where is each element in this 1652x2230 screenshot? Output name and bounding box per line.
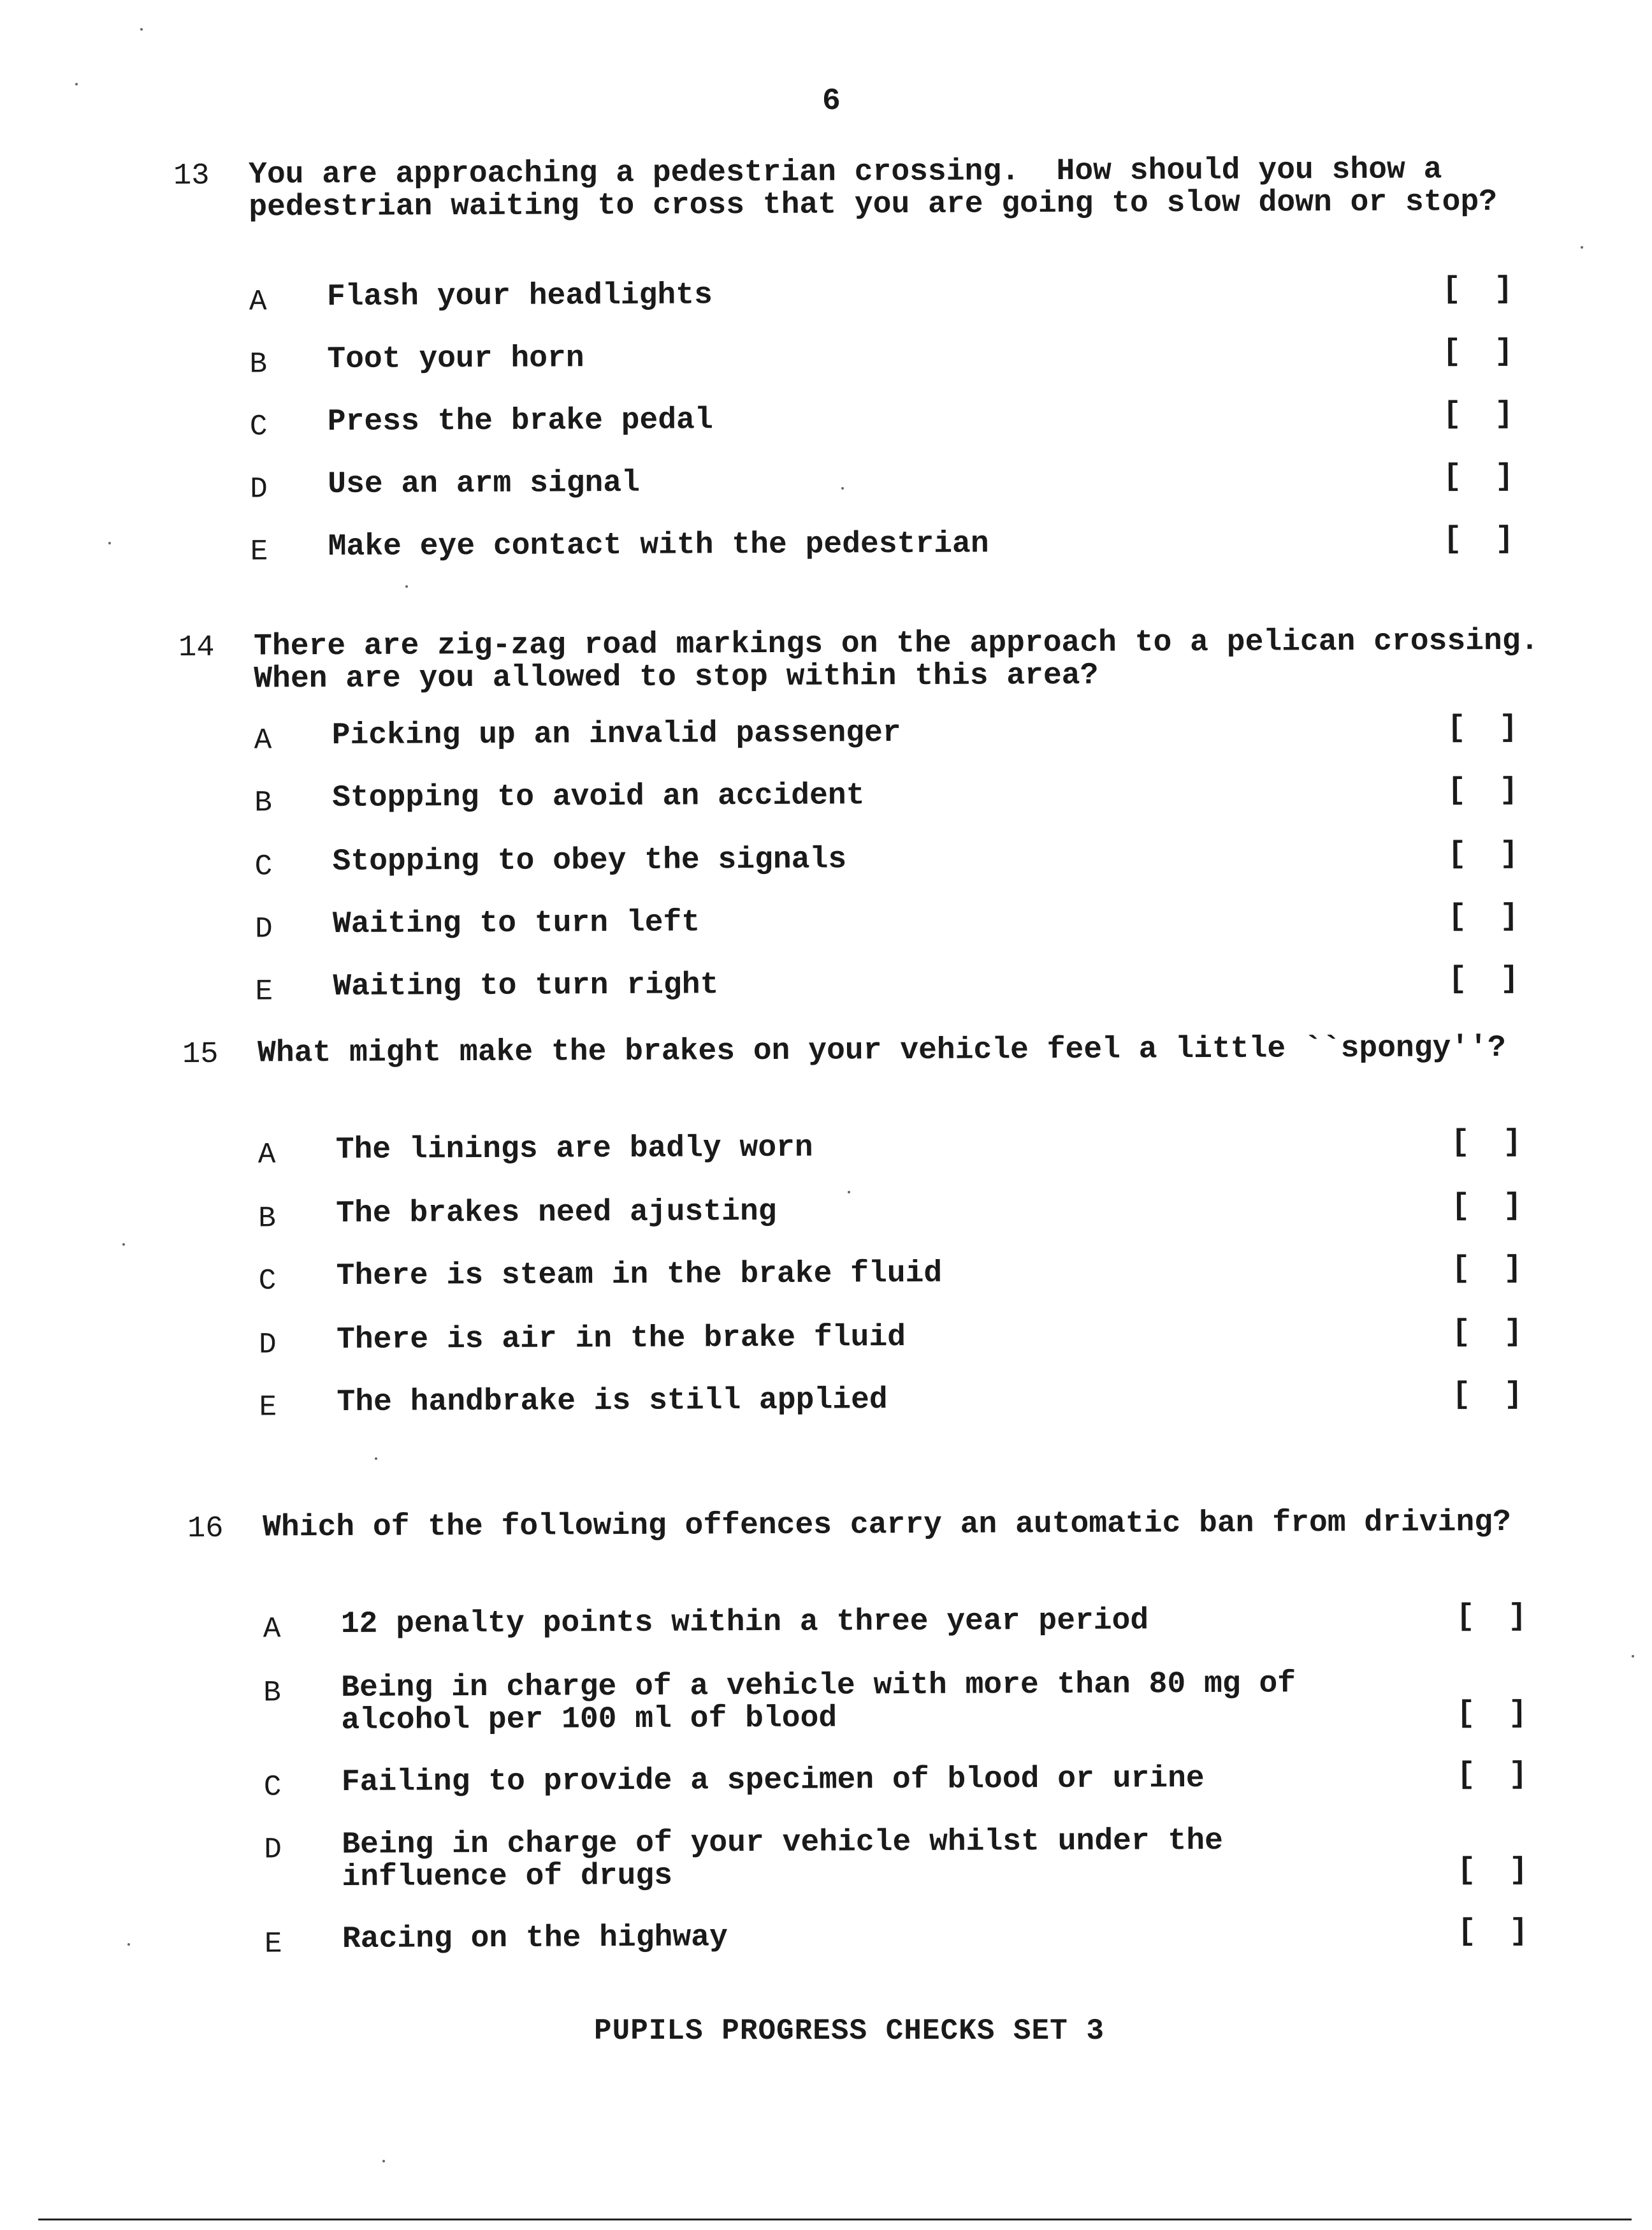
answer-checkbox[interactable]: [ ] [1451,1251,1530,1286]
option-text: Being in charge of your vehicle whilst under the influence of drugs [342,1823,1242,1895]
option-letter: C [249,410,268,444]
answer-option-a[interactable] [183,1125,1585,1173]
option-letter: D [254,912,273,946]
question-15 [182,1030,1584,1424]
page-footer: PUPILS PROGRESS CHECKS SET 3 [594,2015,1105,2048]
answer-checkbox[interactable]: [ ] [1457,1853,1536,1888]
option-letter: B [263,1676,281,1710]
answer-option-d[interactable] [189,1823,1591,1895]
answer-option-d[interactable] [184,1315,1586,1363]
option-letter: B [258,1202,276,1235]
answer-checkbox[interactable]: [ ] [1447,710,1526,746]
option-text: The handbrake is still applied [337,1383,888,1420]
answer-option-b[interactable] [179,773,1581,821]
question-16 [187,1505,1590,1961]
answer-checkbox[interactable]: [ ] [1456,1696,1535,1731]
answer-checkbox[interactable]: [ ] [1457,1914,1536,1949]
answer-option-c[interactable] [175,397,1577,445]
option-text: The linings are badly worn [335,1130,813,1167]
question-number: 16 [187,1512,224,1546]
option-letter: E [264,1927,282,1961]
answer-checkbox[interactable]: [ ] [1456,1599,1535,1635]
question-text: What might make the brakes on your vehicle feel a little ``spongy''? [257,1030,1506,1071]
option-letter: C [263,1770,282,1804]
option-text: There is air in the brake fluid [336,1320,906,1357]
question-header [182,1031,1584,1070]
answer-option-e[interactable] [184,1377,1586,1425]
answer-option-e[interactable] [180,961,1582,1010]
option-text: Picking up an invalid passenger [331,716,901,753]
question-number: 13 [173,159,210,193]
answer-option-e[interactable] [189,1914,1591,1962]
question-header [187,1506,1590,1545]
answer-checkbox[interactable]: [ ] [1451,1315,1530,1350]
page-number: 6 [822,84,841,119]
answer-option-b[interactable] [188,1666,1590,1738]
question-number: 15 [182,1037,219,1072]
scan-speck [75,83,78,85]
answer-checkbox[interactable]: [ ] [1452,1377,1531,1413]
option-text: The brakes need ajusting [336,1194,777,1231]
answer-checkbox[interactable]: [ ] [1442,334,1521,370]
scan-speck [127,1943,130,1946]
answer-checkbox[interactable]: [ ] [1451,1125,1530,1160]
answer-option-c[interactable] [189,1757,1591,1805]
answer-option-d[interactable] [180,899,1582,947]
answer-option-a[interactable] [174,272,1576,320]
answer-checkbox[interactable]: [ ] [1443,521,1522,557]
question-header [173,153,1576,224]
answer-option-b[interactable] [174,334,1576,383]
option-text: Being in charge of a vehicle with more than 80 mg of alcohol per 100 ml of blood [341,1666,1314,1738]
option-letter: A [249,285,267,319]
option-letter: D [264,1833,282,1867]
option-letter: E [259,1390,277,1424]
option-text: Stopping to avoid an accident [332,778,865,815]
question-number: 14 [178,630,215,665]
answer-option-e[interactable] [175,521,1577,570]
option-letter: A [257,1138,276,1172]
option-text: There is steam in the brake fluid [336,1256,943,1294]
option-text: Failing to provide a specimen of blood or urine [341,1761,1205,1800]
option-letter: D [258,1328,277,1362]
option-text: Waiting to turn left [332,905,700,942]
question-text: There are zig-zag road markings on the approach to a pelican crossing. When are you allowed to stop within this area? [253,623,1576,697]
option-letter: D [250,472,268,506]
option-letter: C [258,1264,277,1298]
answer-option-a[interactable] [188,1599,1590,1647]
question-header [178,625,1581,696]
answer-checkbox[interactable]: [ ] [1456,1757,1535,1793]
option-letter: A [263,1612,281,1646]
answer-option-a[interactable] [179,710,1581,759]
option-text: Stopping to obey the signals [332,842,847,879]
scan-speck [1581,246,1583,249]
scan-speck [108,542,111,544]
option-letter: C [254,850,273,884]
answer-option-c[interactable] [179,836,1581,885]
option-text: Flash your headlights [326,278,713,314]
answer-option-d[interactable] [175,459,1577,507]
option-text: Make eye contact with the pedestrian [328,527,989,564]
scan-speck [1632,1655,1634,1658]
answer-checkbox[interactable]: [ ] [1443,459,1521,495]
option-text: Press the brake pedal [327,403,713,439]
scan-speck [841,487,844,490]
option-letter: B [249,347,268,381]
question-14 [178,623,1581,1009]
option-text: Racing on the highway [342,1920,728,1957]
question-13 [173,152,1576,569]
scan-speck [122,1243,125,1246]
scan-speck [405,585,408,588]
answer-checkbox[interactable]: [ ] [1451,1188,1530,1224]
answer-checkbox[interactable]: [ ] [1447,836,1526,872]
answer-option-c[interactable] [184,1251,1586,1299]
question-text: You are approaching a pedestrian crossing. How should you show a pedestrian waiting to cross that you are going to slow down or stop? [248,152,1498,225]
scan-speck [375,1457,377,1460]
option-text: Use an arm signal [328,465,641,502]
option-text: Toot your horn [327,341,584,377]
option-letter: E [250,535,268,569]
option-letter: A [254,724,272,757]
bottom-rule [38,2219,1632,2220]
scan-speck [848,1191,850,1193]
answer-checkbox[interactable]: [ ] [1442,397,1521,432]
option-text: 12 penalty points within a three year period [340,1603,1149,1642]
scan-speck [382,2160,385,2162]
answer-option-b[interactable] [183,1188,1585,1237]
scan-speck [140,28,143,31]
answer-checkbox[interactable]: [ ] [1448,961,1526,997]
option-text: Waiting to turn right [333,968,719,1004]
answer-checkbox[interactable]: [ ] [1447,773,1526,808]
option-letter: E [255,975,273,1009]
question-text: Which of the following offences carry an automatic ban from driving? [262,1505,1511,1545]
option-letter: B [254,786,272,820]
answer-checkbox[interactable]: [ ] [1447,899,1526,935]
answer-checkbox[interactable]: [ ] [1442,272,1521,307]
